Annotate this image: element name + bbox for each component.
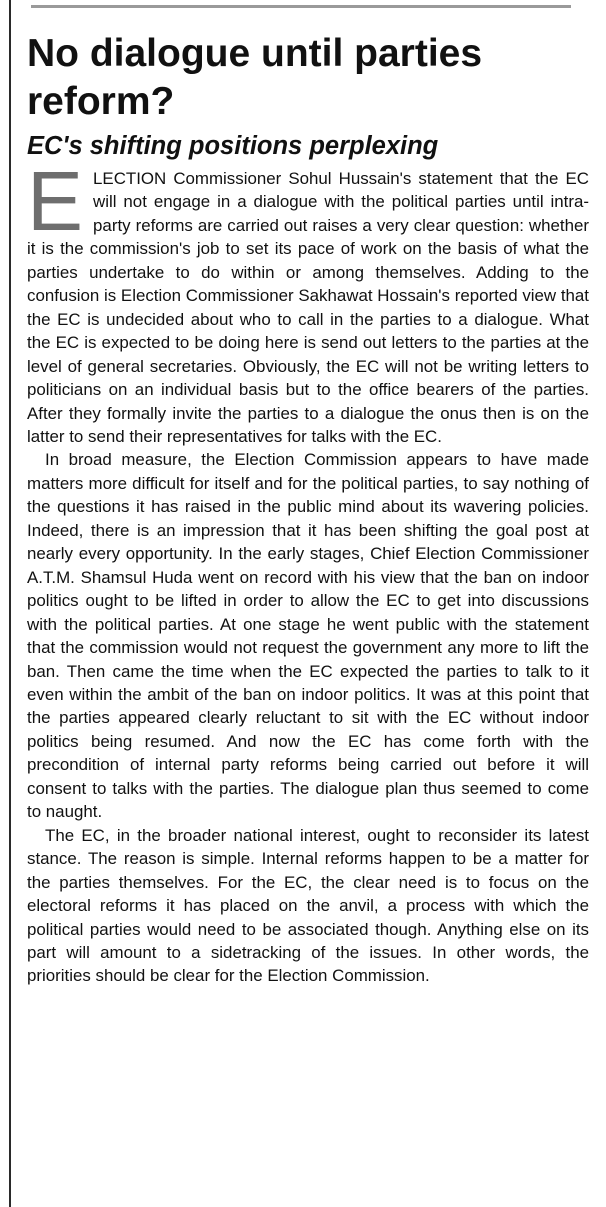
column-border-left: [9, 0, 11, 1207]
headline: No dialogue until parties reform?: [27, 32, 483, 123]
column-divider-top: [31, 5, 571, 8]
article-body: [27, 154, 589, 988]
paragraph-1: [27, 154, 589, 448]
paragraph-2: In broad measure, the Election Commission appears to have made matters more difficult for itself and for the political parties, to say nothing of the questions it has raised in the public mind about its wavering policies. Indeed, there is an impression that it has been shifting the goal post at nearly every opportunity. In the early stages, Chief Election Commissioner A.T.M. Shamsul Huda went on record with his view that the ban on indoor politics ought to be lifted in order to allow the EC to get into discussions with the political parties. At one stage he went public with the statement that the commission would not request the government any more to lift the ban. Then came the time when the EC expected the parties to talk to it even within the ambit of the ban on indoor politics. It was at this point that the parties appeared clearly reluctant to sit with the EC without indoor politics being resumed. And now the EC has come forth with the precondition of internal party reforms being carried out before it will consent to talks with the parties. The dialogue plan thus seemed to come to naught.: [27, 450, 589, 822]
paragraph-3: The EC, in the broader national interest, ought to reconsider its latest stance. The reason is simple. Internal reforms happen to be a matter for the parties themselves. For the EC, the clear need is to focus on the electoral reforms it has placed on the anvil, a process with which the political parties would need to be associated though. Anything else on its part will amount to a sidetracking of the issues. In other words, the priorities should be clear for the Election Commission.: [27, 825, 589, 986]
editorial-article: [27, 30, 589, 988]
paragraph-1-text: LECTION Commissioner Sohul Hussain's statement that the EC will not engage in a dialogue with the political parties until intra-party reforms are carried out raises a very clear question: whether it is the commission's job to set its pace of work on the basis of what the parties undertake to do within or among themselves. Adding to the confusion is Election Commissioner Sakhawat Hossain's reported view that the EC is undecided about who to call in the parties to a dialogue. What the EC is expected to be doing here is send out letters to the parties at the level of general secretaries. Obviously, the EC will not be writing letters to politicians on an individual basis but to the office bearers of the parties. After they formally invite the parties to a dialogue the onus then is on the latter to send their representatives for talks with the EC.: [27, 169, 589, 446]
drop-cap: E: [27, 154, 84, 248]
subheadline: EC's shifting positions perplexing: [27, 132, 439, 160]
